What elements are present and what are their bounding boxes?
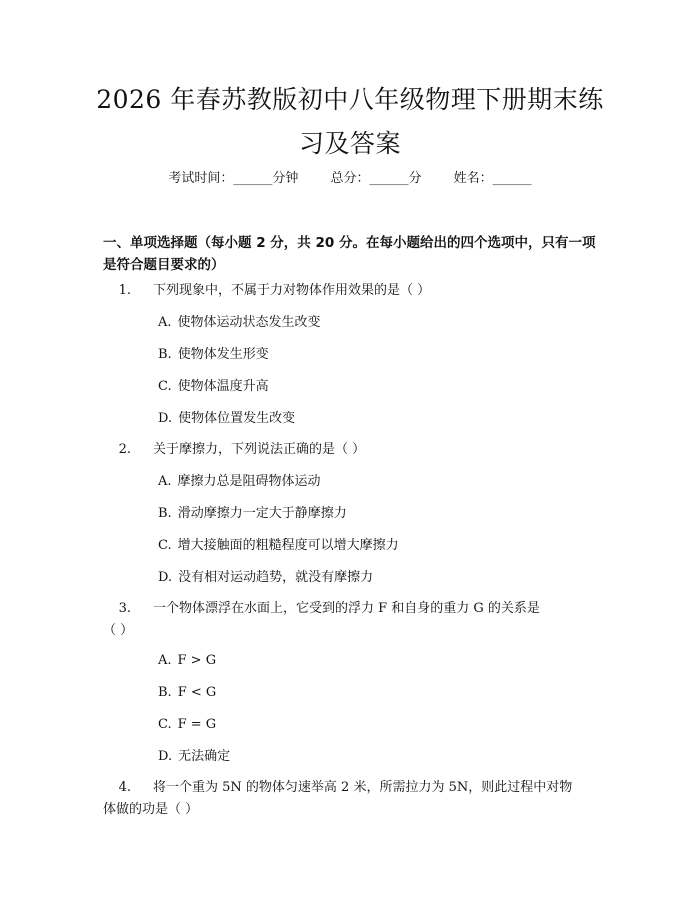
- question-3-option-a: [158, 651, 216, 671]
- question-1: [103, 280, 603, 302]
- option-letter: A.: [158, 315, 172, 330]
- question-1-option-b: [158, 345, 269, 365]
- exam-time: 考试时间：______分钟: [168, 171, 299, 186]
- question-text-line-1: [103, 777, 603, 799]
- option-letter: D.: [158, 411, 173, 426]
- section-heading: [103, 232, 603, 276]
- question-number: 3.: [118, 601, 131, 616]
- option-text: 摩擦力总是阻碍物体运动: [177, 474, 321, 489]
- question-text: 一个物体漂浮在水面上，它受到的浮力 F 和自身的重力 G 的关系是: [153, 601, 540, 616]
- question-3-option-c: [158, 715, 216, 735]
- option-letter: B.: [158, 506, 172, 521]
- option-text: 没有相对运动趋势，就没有摩擦力: [178, 570, 374, 585]
- option-letter: C.: [158, 717, 172, 732]
- total-score: 总分：______分: [330, 171, 422, 186]
- title-line-1: 2026 年春苏教版初中八年级物理下册期末练: [96, 85, 604, 114]
- question-number: 1.: [118, 283, 131, 298]
- question-text-line-2: （ ）: [103, 623, 134, 638]
- question-text: 将一个重为 5N 的物体匀速举高 2 米，所需拉力为 5N，则此过程中对物: [153, 780, 573, 795]
- question-2-option-c: [158, 536, 399, 556]
- option-letter: C.: [158, 379, 172, 394]
- question-2-option-d: [158, 568, 373, 588]
- question-3-option-b: [158, 683, 216, 703]
- question-4: [103, 777, 603, 821]
- question-text: 下列现象中，不属于力对物体作用效果的是（ ）: [153, 283, 431, 298]
- section-heading-line-1: 一、单项选择题（每小题 2 分，共 20 分。在每小题给出的四个选项中，只有一项: [103, 235, 596, 251]
- option-letter: C.: [158, 538, 172, 553]
- document-title: [0, 78, 700, 166]
- question-1-option-c: [158, 377, 269, 397]
- question-1-option-a: [158, 313, 321, 333]
- option-text: F > G: [177, 653, 217, 668]
- option-letter: D.: [158, 570, 173, 585]
- student-name: 姓名：______: [453, 171, 532, 186]
- question-2-option-b: [158, 504, 347, 524]
- option-letter: D.: [158, 749, 173, 764]
- option-text: 使物体运动状态发生改变: [177, 315, 321, 330]
- option-text: 无法确定: [178, 749, 231, 764]
- option-text: F < G: [177, 685, 217, 700]
- question-text-line-1: [103, 598, 603, 620]
- option-letter: A.: [158, 653, 172, 668]
- question-1-option-d: [158, 409, 295, 429]
- question-3: [103, 598, 603, 642]
- section-heading-line-2: 是符合题目要求的）: [103, 257, 225, 273]
- question-number: 2.: [118, 442, 131, 457]
- option-letter: B.: [158, 347, 172, 362]
- option-text: F = G: [177, 717, 217, 732]
- option-letter: B.: [158, 685, 172, 700]
- question-text: 关于摩擦力，下列说法正确的是（ ）: [153, 442, 366, 457]
- option-text: 使物体发生形变: [177, 347, 269, 362]
- question-2: [103, 439, 603, 461]
- exam-info: [0, 170, 700, 188]
- question-3-option-d: [158, 747, 230, 767]
- option-text: 使物体温度升高: [177, 379, 269, 394]
- title-line-2: 习及答案: [298, 129, 401, 158]
- option-text: 使物体位置发生改变: [178, 411, 296, 426]
- question-text-line-2: 体做的功是（ ）: [103, 802, 199, 817]
- option-text: 滑动摩擦力一定大于静摩擦力: [177, 506, 347, 521]
- option-text: 增大接触面的粗糙程度可以增大摩擦力: [177, 538, 399, 553]
- option-letter: A.: [158, 474, 172, 489]
- question-number: 4.: [118, 780, 131, 795]
- question-2-option-a: [158, 472, 321, 492]
